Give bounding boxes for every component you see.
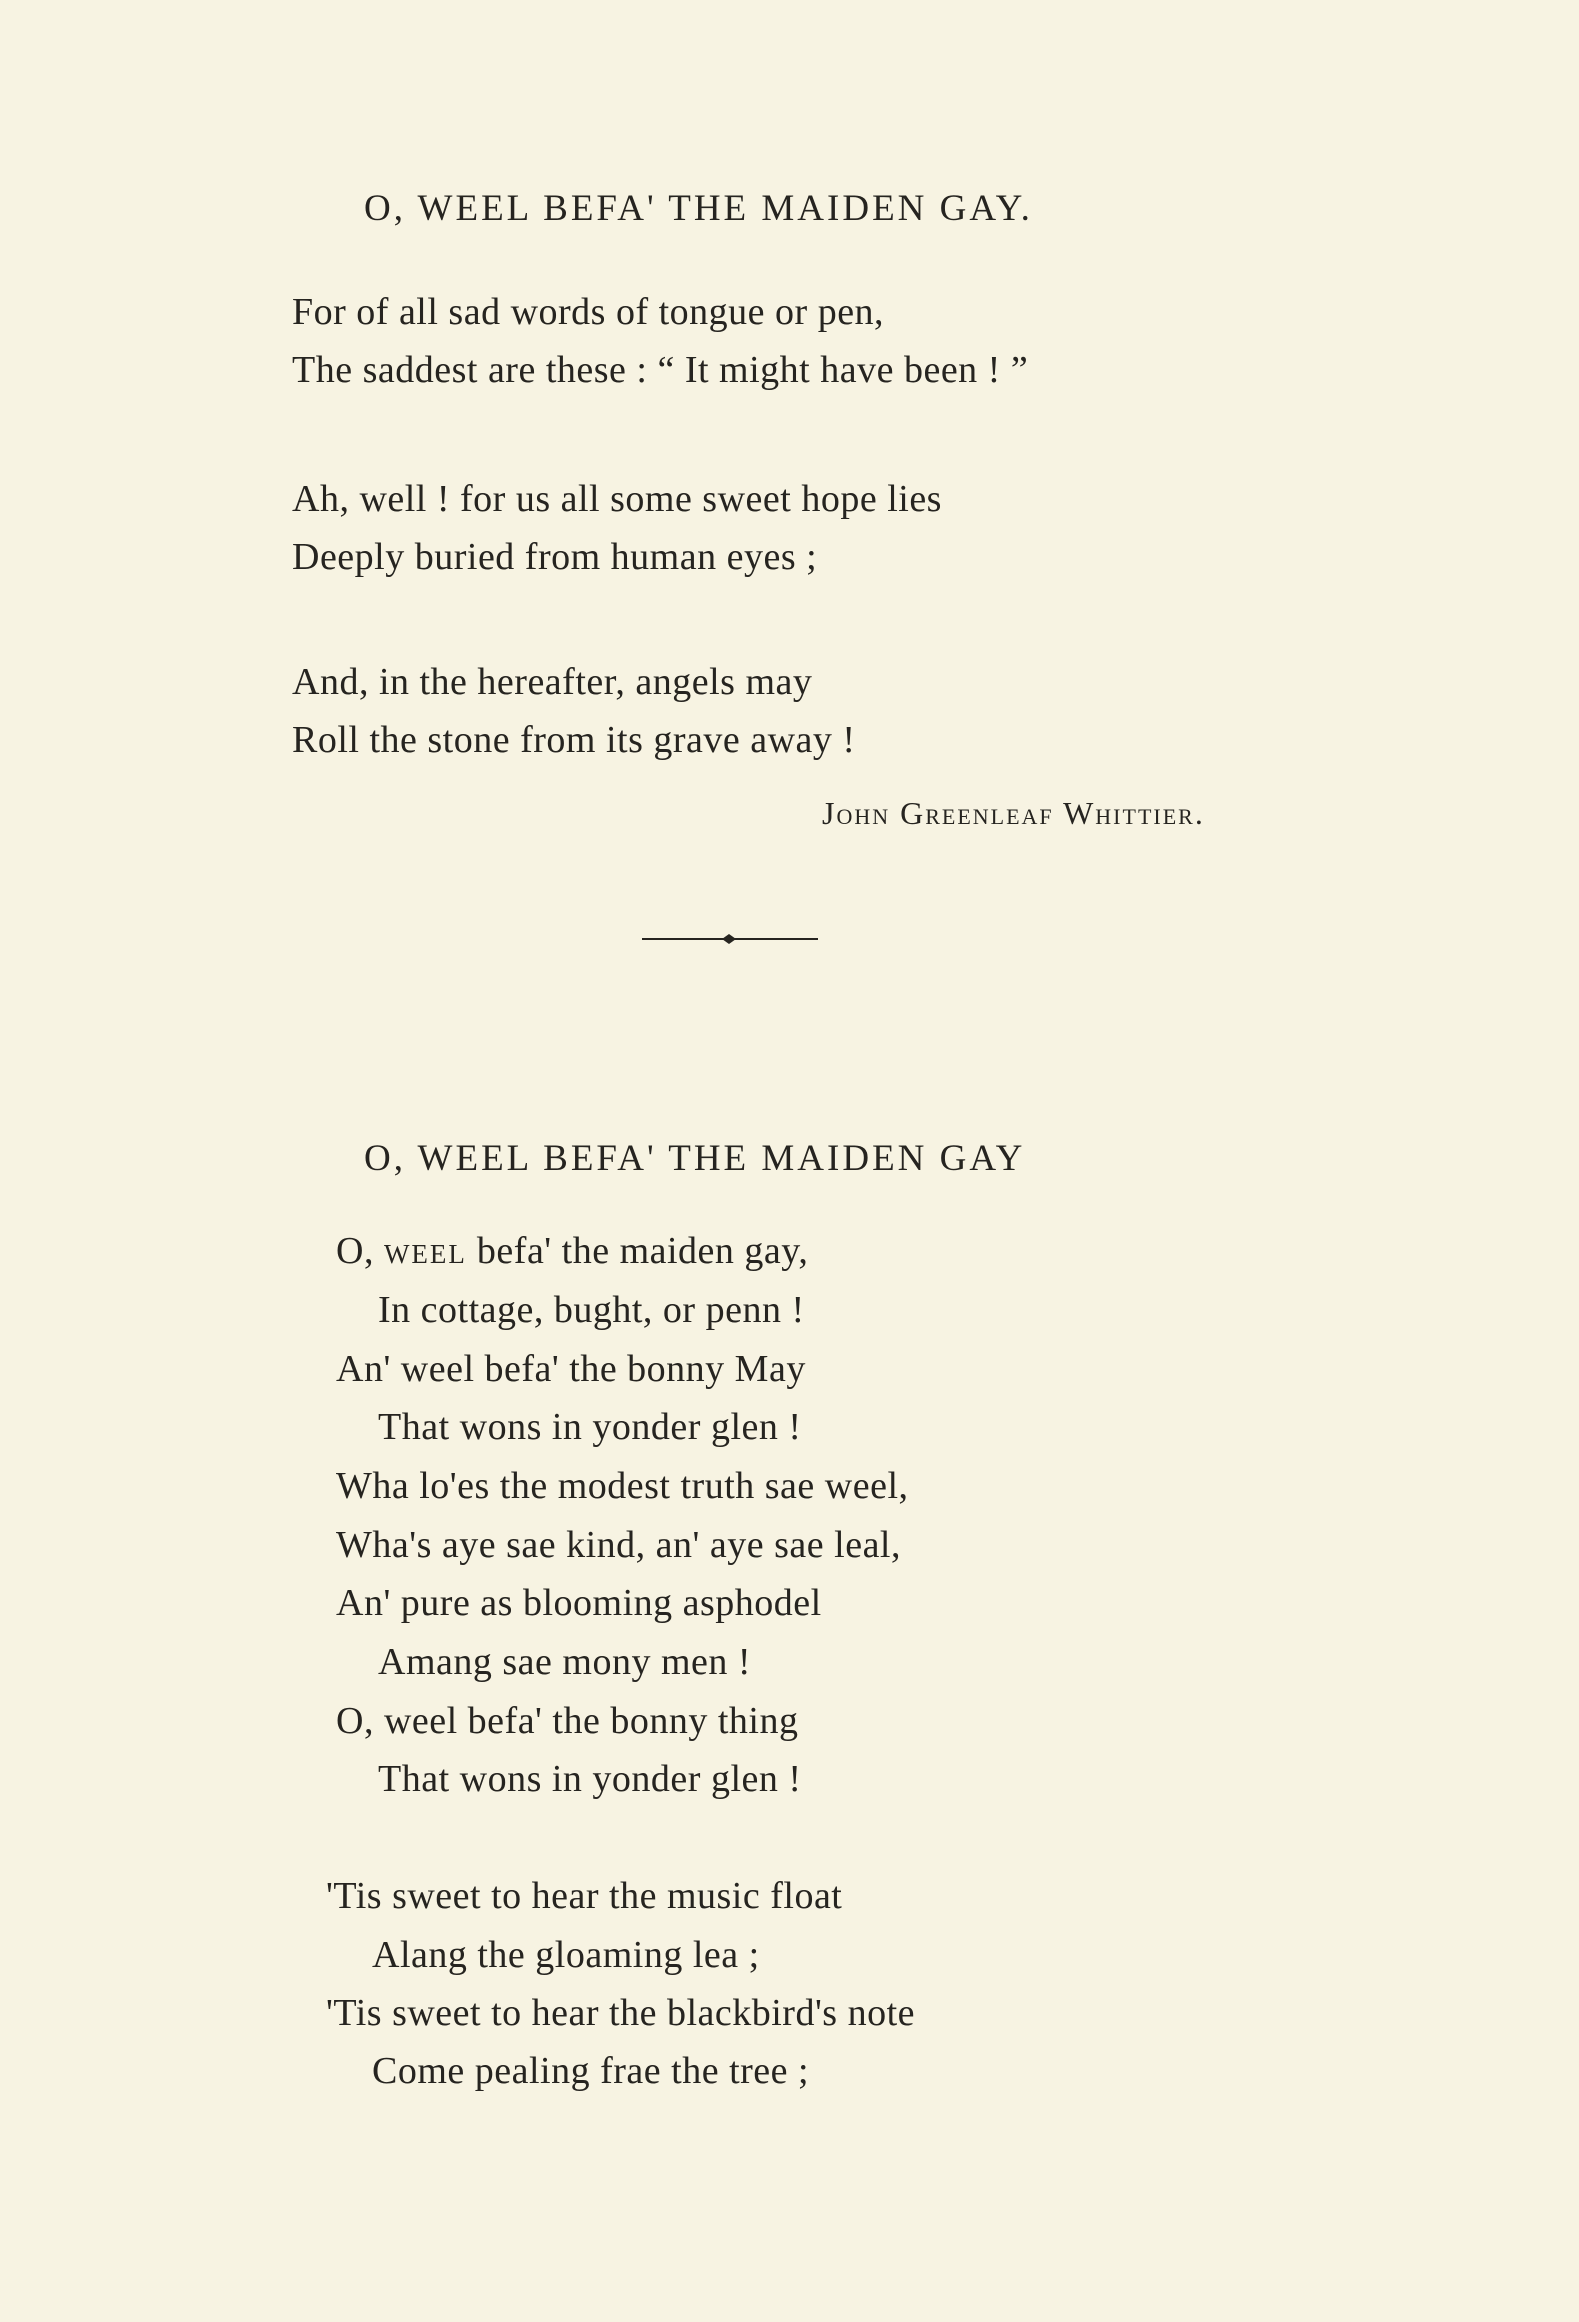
poem-line: Alang the gloaming lea ; [372,1934,760,1976]
first-smallcaps: weel [383,1230,467,1272]
poem-line [336,1232,808,1270]
poem-line: And, in the hereafter, angels may [292,661,813,703]
first-word: O, [336,1230,374,1272]
running-head: O, WEEL BEFA' THE MAIDEN GAY. [364,188,1033,229]
poem-line: That wons in yonder glen ! [378,1406,802,1448]
poem-line: Wha lo'es the modest truth sae weel, [336,1465,909,1507]
poem-line: The saddest are these : “ It might have been ! ” [292,349,1029,391]
poem-line: Amang sae mony men ! [378,1641,752,1683]
poem-line: Deeply buried from human eyes ; [292,536,818,578]
poem-line: In cottage, bught, or penn ! [378,1289,805,1331]
rule-with-diamond-icon [642,929,818,949]
poem-line: 'Tis sweet to hear the music float [326,1875,843,1917]
poem-line: Come pealing frae the tree ; [372,2050,810,2092]
poem-title: O, WEEL BEFA' THE MAIDEN GAY [364,1138,1026,1179]
poem-line: Roll the stone from its grave away ! [292,719,856,761]
poem-line: Wha's aye sae kind, an' aye sae leal, [336,1524,901,1566]
poem-line: O, weel befa' the bonny thing [336,1700,799,1742]
poem-line: 'Tis sweet to hear the blackbird's note [326,1992,916,2034]
poem-line: That wons in yonder glen ! [378,1758,802,1800]
poem-line: An' weel befa' the bonny May [336,1348,806,1390]
first-rest: befa' the maiden gay, [476,1230,809,1272]
poem-line: An' pure as blooming asphodel [336,1582,822,1624]
poem-line: Ah, well ! for us all some sweet hope lies [292,478,942,520]
author-attribution: John Greenleaf Whittier. [822,795,1205,831]
poem-line: For of all sad words of tongue or pen, [292,291,885,333]
